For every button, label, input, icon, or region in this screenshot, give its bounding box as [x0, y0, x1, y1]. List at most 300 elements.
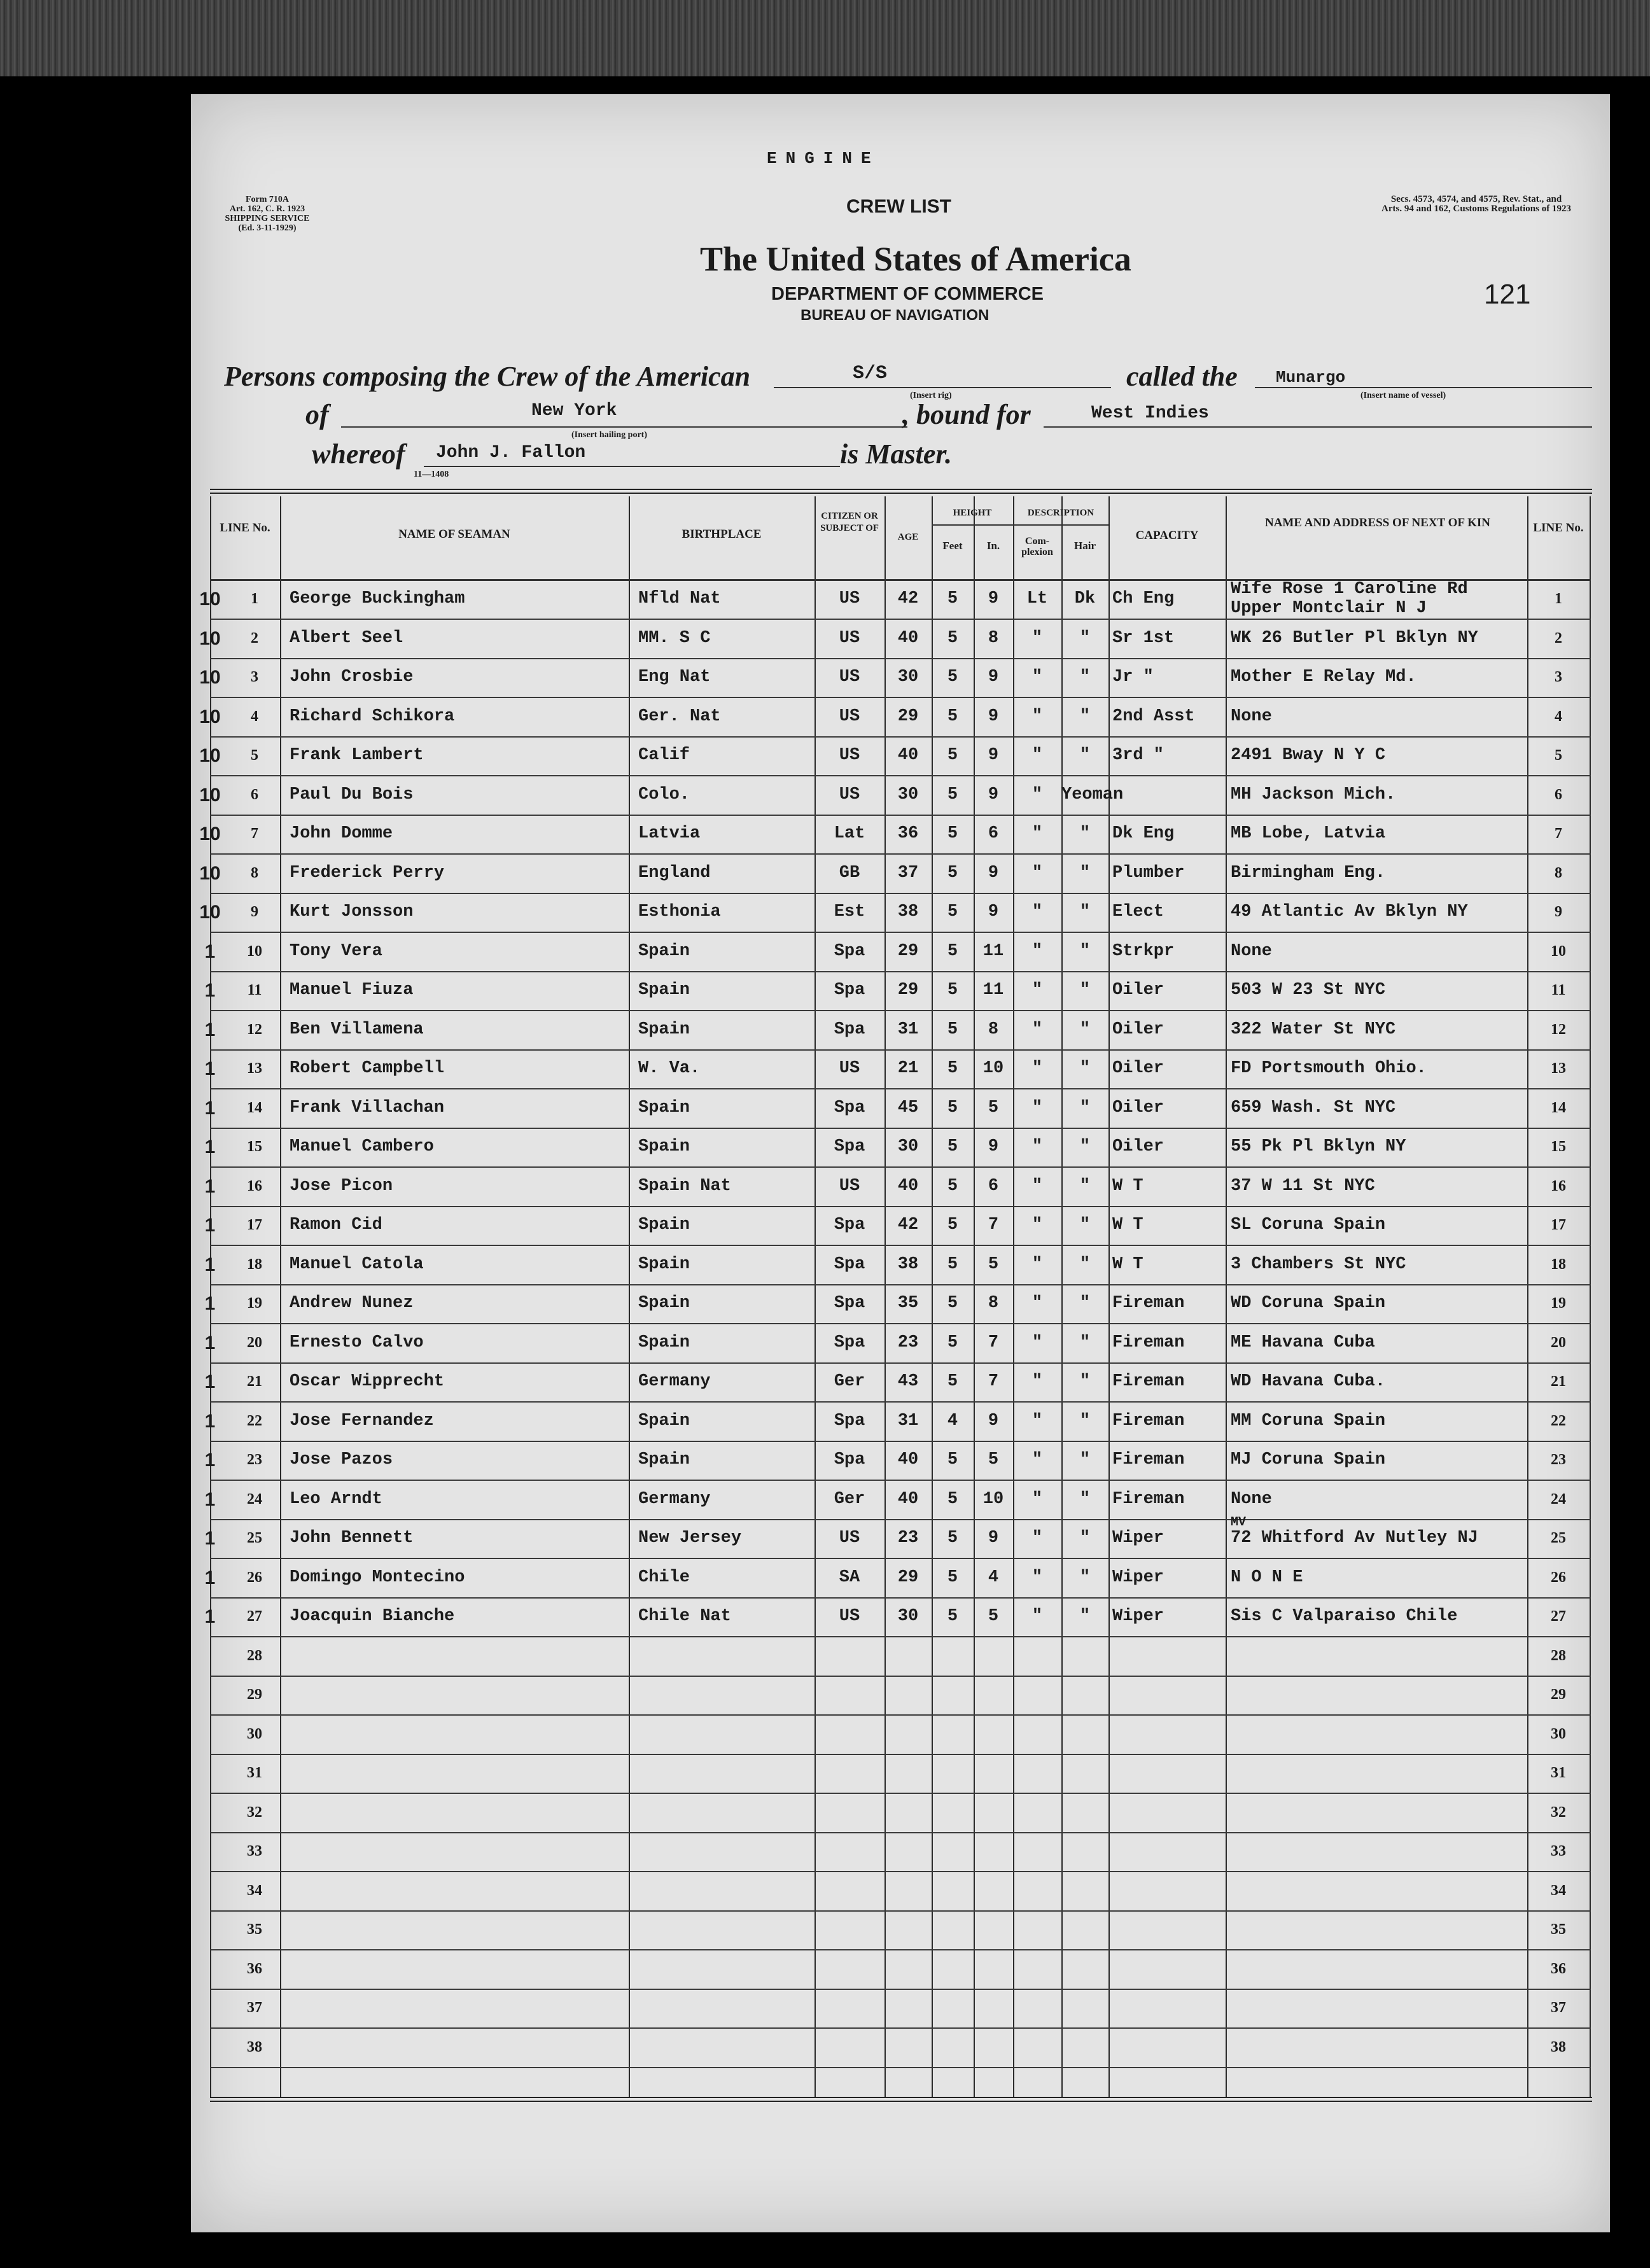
- line-tally-mark: 1: [204, 1019, 216, 1040]
- cell-hair: ": [1079, 1333, 1091, 1352]
- line-number-right: 32: [1551, 1803, 1566, 1821]
- cell-birth: W. Va.: [638, 1059, 701, 1078]
- line-number-right: 3: [1555, 669, 1562, 685]
- cell-hair: ": [1079, 824, 1091, 843]
- line-number: 4: [251, 708, 258, 725]
- cell-comp: ": [1031, 1098, 1043, 1117]
- crew-row: [199, 697, 1591, 738]
- line-number-right: 27: [1551, 1608, 1566, 1625]
- cell-age: 30: [897, 1607, 919, 1626]
- line-number: 28: [247, 1647, 262, 1664]
- crew-of-label: Persons composing the Crew of the American: [224, 361, 751, 392]
- cell-age: 40: [897, 628, 919, 648]
- cell-in: 7: [988, 1215, 999, 1235]
- line-number-right: 37: [1551, 1999, 1566, 2016]
- cell-in: 6: [988, 1176, 999, 1196]
- cell-ft: 5: [947, 863, 958, 883]
- line-tally-mark: 10: [199, 902, 221, 923]
- cell-kin: 37 W 11 St NYC: [1231, 1176, 1375, 1196]
- cell-hair: ": [1079, 1529, 1091, 1548]
- line-tally-mark: 10: [199, 627, 221, 649]
- cell-hair: ": [1079, 1607, 1091, 1626]
- cell-ft: 5: [947, 902, 958, 921]
- cell-comp: ": [1031, 1137, 1043, 1156]
- line-number: 16: [247, 1177, 262, 1194]
- cell-hair: ": [1079, 628, 1091, 648]
- line-number-right: 15: [1551, 1138, 1566, 1155]
- line-number: 19: [247, 1295, 262, 1312]
- line-number: 38: [247, 2038, 262, 2055]
- cell-kin: 503 W 23 St NYC: [1231, 981, 1386, 1000]
- cell-birth: Nfld Nat: [638, 589, 721, 608]
- cell-comp: ": [1031, 1450, 1043, 1469]
- cell-cap: 2nd Asst: [1112, 706, 1195, 726]
- cell-comp: ": [1031, 746, 1043, 765]
- cell-birth: Colo.: [638, 785, 690, 804]
- empty-row: [210, 1793, 1591, 1833]
- col-height: HEIGHT: [953, 508, 992, 518]
- line-number-right: 34: [1551, 1882, 1566, 1899]
- line-number-right: 31: [1551, 1765, 1566, 1781]
- bureau-heading: BUREAU OF NAVIGATION: [801, 307, 989, 324]
- line-number: 8: [251, 864, 258, 881]
- cell-birth: Spain: [638, 981, 690, 1000]
- cell-birth: Spain: [638, 941, 690, 961]
- cell-name: Oscar Wipprecht: [290, 1372, 445, 1391]
- cell-comp: ": [1031, 863, 1043, 883]
- cell-hair: ": [1079, 668, 1091, 687]
- cell-name: Jose Picon: [290, 1176, 393, 1196]
- cell-name: John Crosbie: [290, 668, 414, 687]
- print-code: 11—1408: [414, 470, 449, 479]
- cell-age: 38: [897, 1254, 919, 1274]
- line-tally-mark: 1: [204, 1567, 216, 1588]
- cell-comp: ": [1031, 1059, 1043, 1078]
- cell-in: 11: [982, 941, 1004, 961]
- cell-ft: 5: [947, 746, 958, 765]
- cell-ft: 5: [947, 1137, 958, 1156]
- cell-kin: MH Jackson Mich.: [1231, 785, 1396, 804]
- cell-in: 9: [988, 746, 999, 765]
- cell-hair: ": [1079, 1294, 1091, 1313]
- cell-ft: 5: [947, 589, 958, 608]
- cell-cit: Ger: [834, 1372, 865, 1391]
- line-number-right: 22: [1551, 1412, 1566, 1429]
- cell-cit: Ger: [834, 1489, 865, 1509]
- hailing-port-caption: (Insert hailing port): [571, 430, 647, 440]
- cell-birth: MM. S C: [638, 628, 711, 648]
- whereof-label: whereof: [312, 438, 405, 470]
- line-number: 29: [247, 1686, 262, 1703]
- cell-kin: 3 Chambers St NYC: [1231, 1254, 1406, 1274]
- master-name: John J. Fallon: [436, 443, 586, 463]
- cell-birth: Chile Nat: [638, 1607, 731, 1626]
- cell-ft: 5: [947, 981, 958, 1000]
- cell-comp: ": [1031, 1215, 1043, 1235]
- cell-name: Frederick Perry: [290, 863, 445, 883]
- cell-cit: US: [839, 785, 860, 804]
- cell-kin: None: [1231, 1489, 1272, 1509]
- cell-cit: US: [839, 668, 860, 687]
- cell-birth: Spain: [638, 1411, 690, 1431]
- cell-name: George Buckingham: [290, 589, 465, 608]
- cell-birth: Spain: [638, 1098, 690, 1117]
- cell-kin: FD Portsmouth Ohio.: [1231, 1059, 1427, 1078]
- crew-row: [199, 815, 1591, 855]
- cell-comp: ": [1031, 1411, 1043, 1431]
- cell-comp: ": [1031, 1607, 1043, 1626]
- cell-kin: MM Coruna Spain: [1231, 1411, 1386, 1431]
- crew-row: [204, 971, 1591, 1011]
- cell-name: Robert Campbell: [290, 1059, 445, 1078]
- line-number: 13: [247, 1060, 262, 1077]
- crew-row: [204, 1441, 1591, 1481]
- cell-cap: W T: [1112, 1215, 1143, 1235]
- department-heading: DEPARTMENT OF COMMERCE: [771, 284, 1044, 304]
- statute-info: Secs. 4573, 4574, and 4575, Rev. Stat., and Arts. 94 and 162, Customs Regulations of 1923: [1381, 194, 1571, 214]
- cell-hair: ": [1079, 1567, 1091, 1587]
- cell-cit: US: [839, 746, 860, 765]
- cell-kin: MJ Coruna Spain: [1231, 1450, 1386, 1469]
- cell-cap: Oiler: [1112, 1098, 1164, 1117]
- line-number: 9: [251, 904, 258, 920]
- line-number-right: 30: [1551, 1725, 1566, 1742]
- cell-cap: Wiper: [1112, 1607, 1164, 1626]
- crew-row: [199, 658, 1591, 698]
- line-number-right: 33: [1551, 1843, 1566, 1859]
- cell-kin: None: [1231, 941, 1272, 961]
- cell-comp: ": [1031, 941, 1043, 961]
- cell-ft: 5: [947, 1489, 958, 1509]
- cell-age: 36: [897, 824, 919, 843]
- scanner-edge-strip: [0, 0, 1650, 76]
- cell-hair: ": [1079, 902, 1091, 921]
- cell-name: Ernesto Calvo: [290, 1333, 424, 1352]
- cell-cap: [1112, 776, 1224, 815]
- line-number-right: 18: [1551, 1256, 1566, 1273]
- cell-ft: 5: [947, 1098, 958, 1117]
- cell-birth: Spain: [638, 1254, 690, 1274]
- crew-row: [204, 1480, 1591, 1520]
- cell-cit: Spa: [834, 1450, 865, 1469]
- cell-kin: N O N E: [1231, 1567, 1303, 1587]
- cell-age: 42: [897, 589, 919, 608]
- cell-hair: ": [1079, 1372, 1091, 1391]
- cell-in: 9: [988, 902, 999, 921]
- cell-birth: Spain: [638, 1215, 690, 1235]
- called-the-label: called the: [1126, 361, 1238, 392]
- cell-cap: Dk Eng: [1112, 824, 1175, 843]
- cell-birth: Latvia: [638, 824, 701, 843]
- col-hair: Hair: [1074, 540, 1096, 552]
- col-complexion: Com-plexion: [1021, 536, 1053, 557]
- cell-hair: Dk: [1074, 589, 1096, 608]
- cell-in: 8: [988, 628, 999, 648]
- cell-birth: Germany: [638, 1489, 711, 1509]
- cell-age: 31: [897, 1411, 919, 1431]
- cell-in: 9: [988, 706, 999, 726]
- line-number: 2: [251, 629, 258, 647]
- empty-row: [210, 2028, 1591, 2068]
- cell-hair: ": [1079, 1215, 1091, 1235]
- col-description: DESCRIPTION: [1027, 508, 1094, 518]
- cell-in: 8: [988, 1294, 999, 1313]
- cell-name: John Domme: [290, 824, 393, 843]
- cell-in: 9: [988, 863, 999, 883]
- line-number-right: 24: [1551, 1490, 1566, 1508]
- cell-name: Leo Arndt: [290, 1489, 382, 1509]
- cell-hair: ": [1079, 1098, 1091, 1117]
- cell-in: 9: [988, 668, 999, 687]
- line-tally-mark: 10: [199, 589, 221, 610]
- cell-birth: Germany: [638, 1372, 711, 1391]
- line-number-right: 1: [1555, 591, 1562, 607]
- cell-kin: 2491 Bway N Y C: [1231, 746, 1386, 765]
- cell-kin: MB Lobe, Latvia: [1231, 824, 1386, 843]
- line-number: 7: [251, 825, 258, 842]
- cell-comp: ": [1031, 1333, 1043, 1352]
- line-number: 6: [251, 786, 258, 803]
- col-birthplace: BIRTHPLACE: [682, 528, 762, 541]
- cell-age: 40: [897, 1450, 919, 1469]
- cell-ft: 4: [947, 1411, 958, 1431]
- line-tally-mark: 1: [204, 1293, 216, 1314]
- cell-cap: Sr 1st: [1112, 628, 1175, 648]
- cell-name: Frank Villachan: [290, 1098, 445, 1117]
- line-number-right: 17: [1551, 1217, 1566, 1233]
- cell-kin: 659 Wash. St NYC: [1231, 1098, 1396, 1117]
- cell-age: 23: [897, 1529, 919, 1548]
- cell-cit: US: [839, 628, 860, 648]
- cell-kin: 49 Atlantic Av Bklyn NY: [1231, 902, 1468, 921]
- line-number-right: 21: [1551, 1373, 1566, 1390]
- cell-ft: 5: [947, 1607, 958, 1626]
- cell-name: Manuel Catola: [290, 1254, 424, 1274]
- cell-name: Manuel Fiuza: [290, 981, 414, 1000]
- line-number-right: 23: [1551, 1452, 1566, 1468]
- line-number: 20: [247, 1334, 262, 1351]
- cell-kin: SL Coruna Spain: [1231, 1215, 1386, 1235]
- cell-kin-superscript: MV: [1231, 1515, 1247, 1530]
- cell-in: 6: [988, 824, 999, 843]
- cell-birth: Spain: [638, 1450, 690, 1469]
- line-number-right: 11: [1551, 982, 1566, 998]
- cell-ft: 5: [947, 941, 958, 961]
- line-number-right: 9: [1555, 904, 1562, 920]
- crew-table: [199, 496, 1591, 2097]
- line-number: 27: [247, 1608, 262, 1625]
- line-number-right: 10: [1551, 942, 1566, 960]
- cell-kin: WD Coruna Spain: [1231, 1294, 1386, 1313]
- cell-ft: 5: [947, 1019, 958, 1039]
- cell-ft: 5: [947, 1333, 958, 1352]
- form-info: Form 710A Art. 162, C. R. 1923 SHIPPING SERVICE (Ed. 3-11-1929): [225, 195, 310, 233]
- vessel-rig: S/S: [853, 363, 888, 384]
- cell-comp: ": [1031, 1019, 1043, 1039]
- line-number-right: 19: [1551, 1295, 1566, 1312]
- line-tally-mark: 1: [204, 980, 216, 1001]
- crew-row: [204, 1049, 1591, 1089]
- cell-name: Jose Pazos: [290, 1450, 393, 1469]
- cell-in: 7: [988, 1372, 999, 1391]
- cell-cit: US: [839, 1607, 860, 1626]
- empty-row: [210, 1715, 1591, 1755]
- cell-in: 5: [988, 1450, 999, 1469]
- cell-ft: 5: [947, 1294, 958, 1313]
- vessel-name: Munargo: [1276, 368, 1346, 387]
- hailing-port: New York: [531, 401, 617, 421]
- cell-birth: Calif: [638, 746, 690, 765]
- cell-hair: ": [1079, 1019, 1091, 1039]
- cell-hair: ": [1079, 941, 1091, 961]
- cell-age: 38: [897, 902, 919, 921]
- line-number: 5: [251, 747, 258, 764]
- empty-row: [210, 1676, 1591, 1716]
- cell-age: 43: [897, 1372, 919, 1391]
- vessel-name-caption: (Insert name of vessel): [1360, 391, 1446, 400]
- cell-comp: ": [1031, 668, 1043, 687]
- empty-row: [210, 1832, 1591, 1872]
- line-number-right: 7: [1555, 825, 1562, 842]
- cell-cap: Oiler: [1112, 1019, 1164, 1039]
- crew-row: [199, 776, 1591, 816]
- line-tally-mark: 10: [199, 784, 221, 806]
- cell-age: 40: [897, 746, 919, 765]
- cell-ft: 5: [947, 1215, 958, 1235]
- cell-birth: Eng Nat: [638, 668, 711, 687]
- cell-in: 8: [988, 1019, 999, 1039]
- line-number: 12: [247, 1021, 262, 1038]
- cell-in: 10: [982, 1059, 1004, 1078]
- line-tally-mark: 1: [204, 1528, 216, 1549]
- cell-birth: Spain: [638, 1019, 690, 1039]
- line-tally-mark: 1: [204, 1410, 216, 1432]
- cell-hair: ": [1079, 981, 1091, 1000]
- rig-caption: (Insert rig): [910, 391, 952, 400]
- cell-ft: 5: [947, 1254, 958, 1274]
- is-master-label: is Master.: [840, 438, 953, 470]
- cell-age: 35: [897, 1294, 919, 1313]
- cell-kin: Wife Rose 1 Caroline Rd: [1231, 580, 1468, 599]
- cell-age: 30: [897, 668, 919, 687]
- cell-in: 9: [988, 1137, 999, 1156]
- cell-age: 23: [897, 1333, 919, 1352]
- cell-name: Kurt Jonsson: [290, 902, 414, 921]
- line-number-right: 13: [1551, 1060, 1566, 1077]
- line-tally-mark: 10: [199, 823, 221, 844]
- cell-in: 9: [988, 1411, 999, 1431]
- cell-cit: GB: [839, 863, 860, 883]
- cell-hair: ": [1079, 746, 1091, 765]
- cell-in: 9: [988, 1529, 999, 1548]
- line-number-right: 29: [1551, 1686, 1566, 1703]
- cell-cap: Plumber: [1112, 863, 1185, 883]
- cell-birth: Spain Nat: [638, 1176, 731, 1196]
- line-number: 30: [247, 1725, 262, 1742]
- cell-comp: ": [1031, 1294, 1043, 1313]
- crew-row: [204, 1362, 1591, 1403]
- cell-in: 10: [982, 1489, 1004, 1509]
- col-name: NAME OF SEAMAN: [398, 528, 510, 541]
- crew-row: [199, 619, 1591, 659]
- page-number: 121: [1484, 279, 1531, 310]
- cell-cit: US: [839, 589, 860, 608]
- cell-comp: ": [1031, 706, 1043, 726]
- empty-row: [210, 1950, 1591, 1990]
- cell-age: 29: [897, 706, 919, 726]
- crew-row: [204, 1089, 1591, 1129]
- line-number: 37: [247, 1999, 262, 2016]
- cell-cit: Spa: [834, 1098, 865, 1117]
- col-feet: Feet: [942, 540, 963, 552]
- line-number: 34: [247, 1882, 262, 1899]
- cell-cit: Lat: [834, 824, 865, 843]
- crew-row: [199, 736, 1591, 776]
- of-label: of: [305, 399, 329, 430]
- line-tally-mark: 10: [199, 862, 221, 884]
- cell-cit: Spa: [834, 1333, 865, 1352]
- cell-cit: Spa: [834, 1137, 865, 1156]
- cell-ft: 5: [947, 628, 958, 648]
- line-number-right: 14: [1551, 1099, 1566, 1116]
- cell-ft: 5: [947, 1450, 958, 1469]
- cell-name: Richard Schikora: [290, 706, 455, 726]
- cell-hair: ": [1079, 1450, 1091, 1469]
- crew-row: [204, 1011, 1591, 1051]
- crew-list-document: [191, 94, 1610, 2232]
- crew-row: [199, 854, 1591, 894]
- cell-name: Joacquin Bianche: [290, 1607, 455, 1626]
- cell-age: 30: [897, 785, 919, 804]
- cell-comp: ": [1031, 1254, 1043, 1274]
- line-number-right: 12: [1551, 1021, 1566, 1038]
- cell-cit: Spa: [834, 1215, 865, 1235]
- cell-ft: 5: [947, 1529, 958, 1548]
- line-tally-mark: 1: [204, 1450, 216, 1471]
- cell-cap: Wiper: [1112, 1529, 1164, 1548]
- line-number: 22: [247, 1412, 262, 1429]
- destination: West Indies: [1091, 403, 1209, 423]
- line-number: 32: [247, 1803, 262, 1821]
- cell-comp: ": [1031, 1372, 1043, 1391]
- cell-age: 21: [897, 1059, 919, 1078]
- cell-comp: ": [1031, 824, 1043, 843]
- crew-row: [204, 932, 1591, 972]
- cell-in: 11: [982, 981, 1004, 1000]
- cell-cit: US: [839, 1059, 860, 1078]
- cell-hair: ": [1079, 863, 1091, 883]
- cell-cit: Spa: [834, 1294, 865, 1313]
- line-number-right: 20: [1551, 1334, 1566, 1351]
- cell-kin: Birmingham Eng.: [1231, 863, 1386, 883]
- cell-cap: W T: [1112, 1176, 1143, 1196]
- line-tally-mark: 1: [204, 1175, 216, 1197]
- cell-name: Andrew Nunez: [290, 1294, 414, 1313]
- line-number-right: 38: [1551, 2038, 1566, 2055]
- cell-hair: ": [1079, 1137, 1091, 1156]
- cell-name: Albert Seel: [290, 628, 403, 648]
- cell-birth: England: [638, 863, 711, 883]
- line-number-right: 28: [1551, 1647, 1566, 1664]
- cell-ft: 5: [947, 1059, 958, 1078]
- cell-name: Paul Du Bois: [290, 785, 414, 804]
- cell-cap: Oiler: [1112, 1137, 1164, 1156]
- cell-age: 42: [897, 1215, 919, 1235]
- line-number-right: 2: [1555, 629, 1562, 647]
- cell-hair: ": [1079, 1254, 1091, 1274]
- cell-cap: Oiler: [1112, 981, 1164, 1000]
- line-number: 10: [247, 942, 262, 960]
